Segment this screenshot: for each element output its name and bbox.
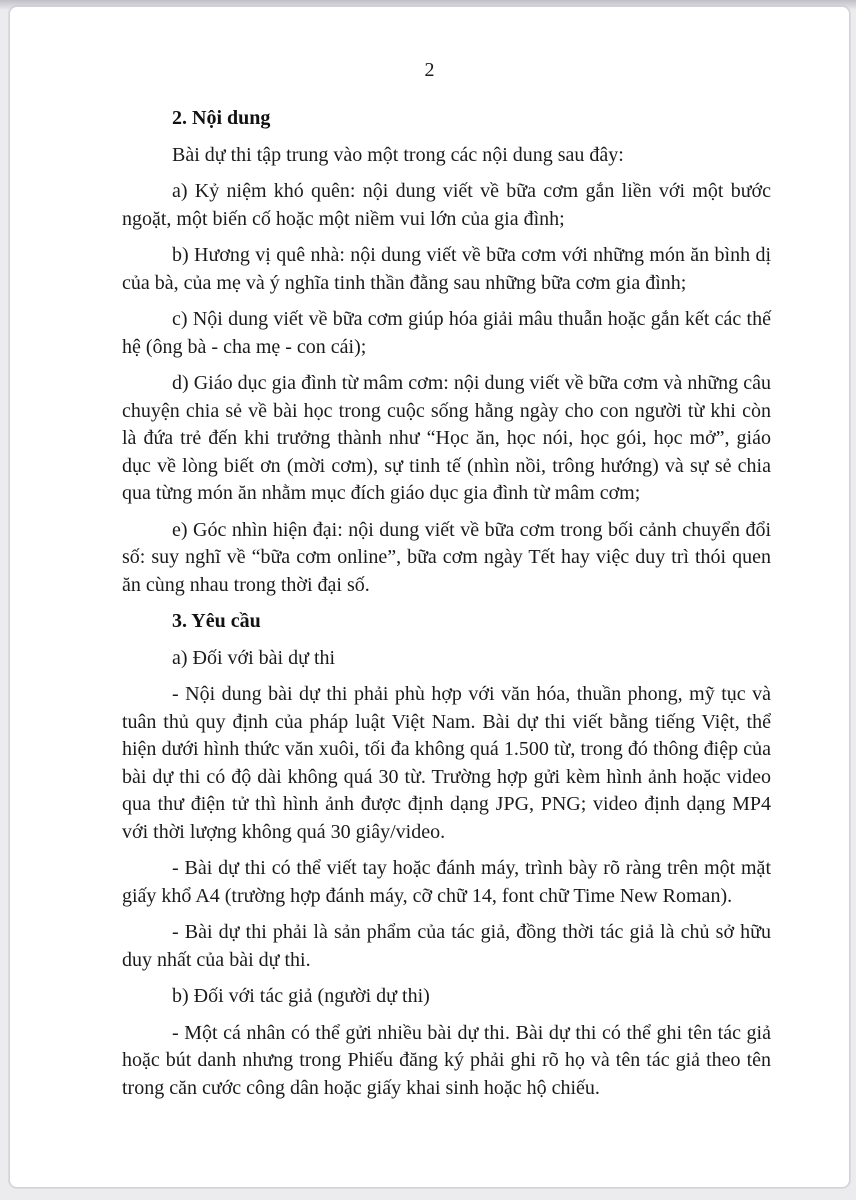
page-number: 2 [424, 59, 435, 81]
section-heading: 3. Yêu cầu [172, 610, 261, 632]
document-page [9, 6, 850, 1188]
paragraph: d) Giáo dục gia đình từ mâm cơm: nội dung viết về bữa cơm và những câu chuyện chia sẻ về bài học trong cuộc sống hằng ngày cho con người từ khi còn là đứa trẻ đến khi trưởng thành như “Học ăn, học nói, học gói, học mở”, giáo dục về lòng biết ơn (mời cơm), sự tinh tế (nhìn nồi, trông hướng) và sự sẻ chia qua từng món ăn nhằm mục đích giáo dục gia đình từ mâm cơm; [122, 372, 771, 504]
paragraph: b) Đối với tác giả (người dự thi) [172, 985, 430, 1007]
section-heading: 2. Nội dung [172, 107, 271, 129]
paragraph: a) Kỷ niệm khó quên: nội dung viết về bữa cơm gắn liền với một bước ngoặt, một biến cố hoặc một niềm vui lớn của gia đình; [122, 180, 771, 230]
paragraph: e) Góc nhìn hiện đại: nội dung viết về bữa cơm trong bối cảnh chuyển đổi số: suy nghĩ về “bữa cơm online”, bữa cơm ngày Tết hay việc duy trì thói quen ăn cùng nhau trong thời đại số. [122, 518, 771, 596]
paragraph: a) Đối với bài dự thi [172, 646, 336, 669]
paragraph: - Bài dự thi có thể viết tay hoặc đánh máy, trình bày rõ ràng trên một mặt giấy khổ A4 (trường hợp đánh máy, cỡ chữ 14, font chữ Time New Roman). [122, 857, 771, 907]
paragraph: - Bài dự thi phải là sản phẩm của tác giả, đồng thời tác giả là chủ sở hữu duy nhất của bài dự thi. [122, 921, 771, 971]
paragraph: Bài dự thi tập trung vào một trong các nội dung sau đây: [172, 143, 624, 166]
paragraph: b) Hương vị quê nhà: nội dung viết về bữa cơm với những món ăn bình dị của bà, của mẹ và ý nghĩa tinh thần đằng sau những bữa cơm gia đình; [122, 244, 771, 294]
paragraph: - Một cá nhân có thể gửi nhiều bài dự thi. Bài dự thi có thể ghi tên tác giả hoặc bút danh nhưng trong Phiếu đăng ký phải ghi rõ họ và tên tác giả theo tên trong căn cước công dân hoặc giấy khai sinh hoặc hộ chiếu. [122, 1021, 771, 1099]
document-body [10, 84, 849, 1102]
paragraph: c) Nội dung viết về bữa cơm giúp hóa giải mâu thuẫn hoặc gắn kết các thế hệ (ông bà - cha mẹ - con cái); [122, 308, 771, 358]
paragraph: - Nội dung bài dự thi phải phù hợp với văn hóa, thuần phong, mỹ tục và tuân thủ quy định của pháp luật Việt Nam. Bài dự thi viết bằng tiếng Việt, thể hiện dưới hình thức văn xuôi, tối đa không quá 1.500 từ, trong đó thông điệp của bài dự thi có độ dài không quá 30 từ. Trường hợp gửi kèm hình ảnh hoặc video qua thư điện tử thì hình ảnh được định dạng JPG, PNG; video định dạng MP4 với thời lượng không quá 30 giây/video. [122, 683, 771, 843]
